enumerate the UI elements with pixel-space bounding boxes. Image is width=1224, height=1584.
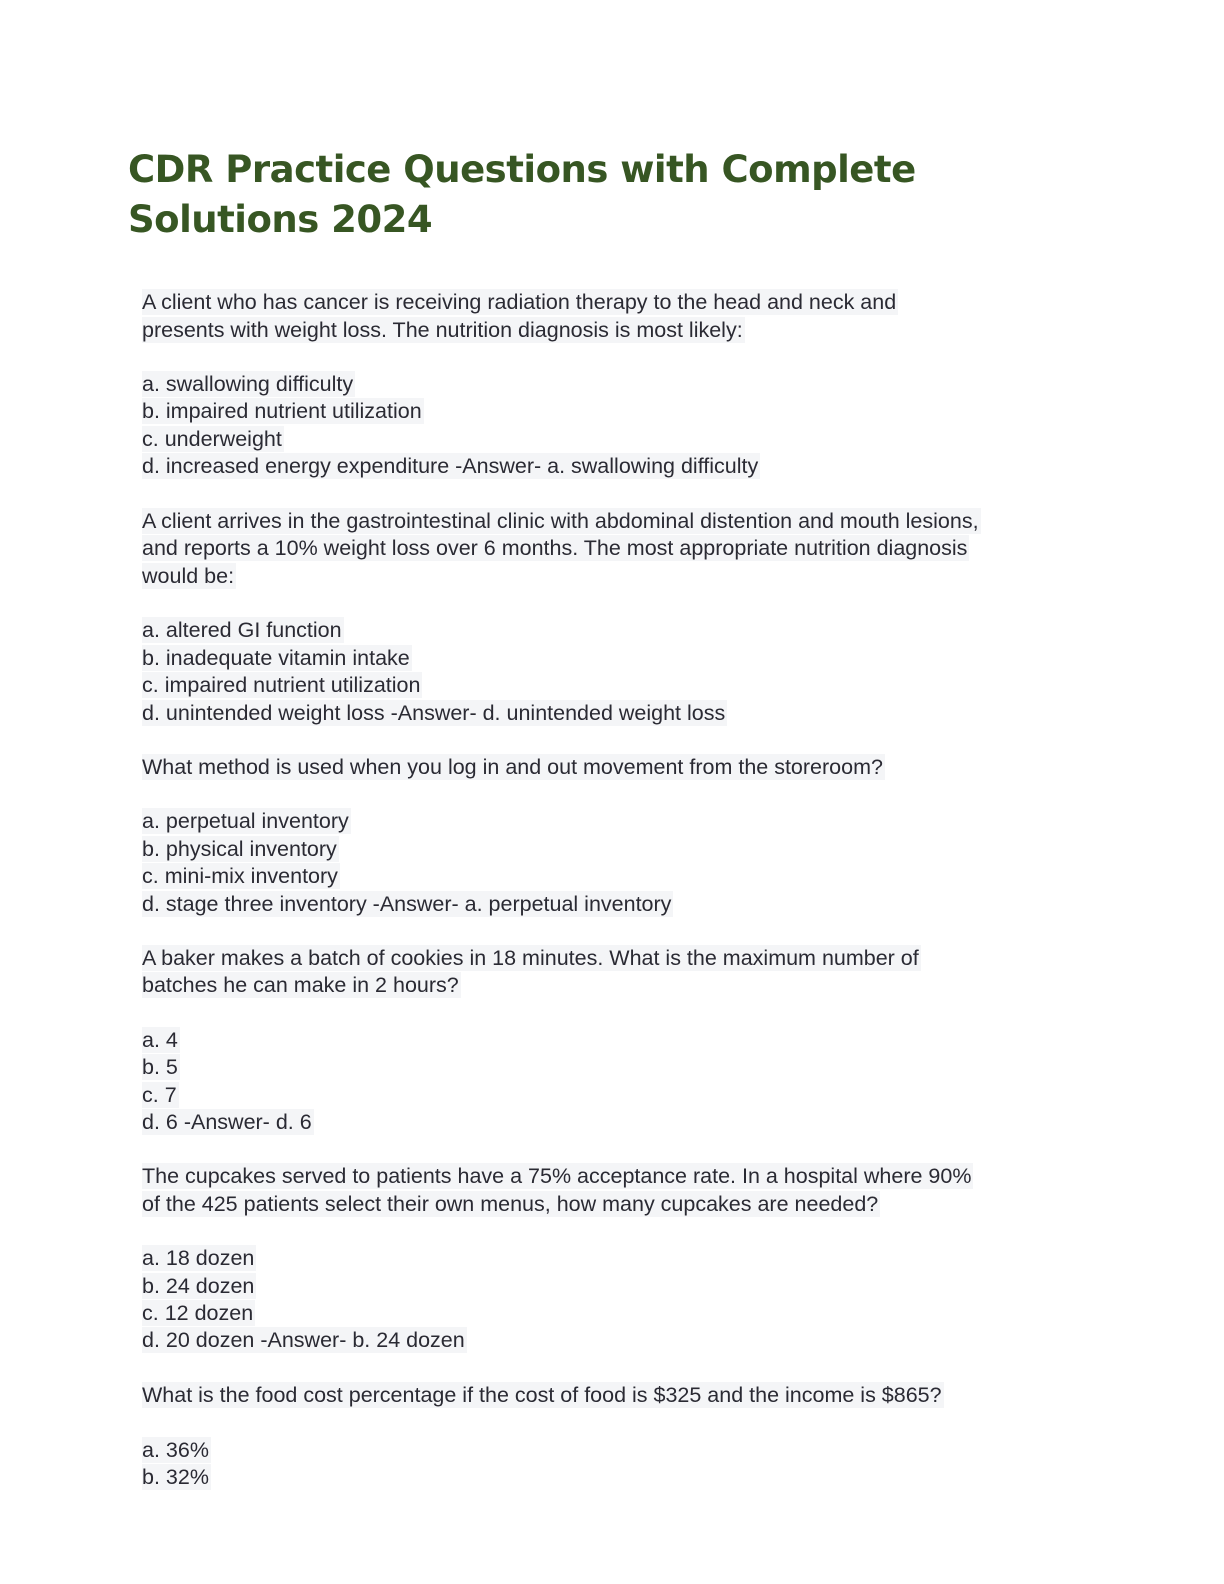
question-1-stem-line-1: A client who has cancer is receiving radiation therapy to the head and neck and (142, 290, 897, 314)
question-4-option-d-answer: d. 6 -Answer- d. 6 (142, 1110, 312, 1134)
document-title: CDR Practice Questions with Complete Solutions 2024 (128, 148, 916, 241)
question-3-option-a: a. perpetual inventory (142, 809, 349, 833)
question-2-stem-line-2: and reports a 10% weight loss over 6 months. The most appropriate nutrition diagnosis (142, 536, 968, 560)
question-3-option-d-answer: d. stage three inventory -Answer- a. perpetual inventory (142, 892, 672, 916)
question-5-option-c: c. 12 dozen (142, 1301, 254, 1325)
question-5-stem-line-2: of the 425 patients select their own menus, how many cupcakes are needed? (142, 1192, 879, 1216)
question-1-option-b: b. impaired nutrient utilization (142, 399, 422, 423)
question-6-option-b: b. 32% (142, 1465, 209, 1489)
question-5-option-d-answer: d. 20 dozen -Answer- b. 24 dozen (142, 1328, 465, 1352)
question-5-stem-line-1: The cupcakes served to patients have a 75% acceptance rate. In a hospital where 90% (142, 1164, 972, 1188)
question-4-stem-line-1: A baker makes a batch of cookies in 18 minutes. What is the maximum number of (142, 946, 919, 970)
question-4-stem-line-2: batches he can make in 2 hours? (142, 973, 459, 997)
question-6-stem-line-1: What is the food cost percentage if the cost of food is $325 and the income is $865? (142, 1383, 942, 1407)
question-2-stem-line-1: A client arrives in the gastrointestinal clinic with abdominal distention and mouth lesions, (142, 509, 979, 533)
question-2-option-a: a. altered GI function (142, 618, 342, 642)
question-3-stem-line-1: What method is used when you log in and out movement from the storeroom? (142, 755, 883, 779)
question-2-option-d-answer: d. unintended weight loss -Answer- d. unintended weight loss (142, 701, 726, 725)
question-4-option-b: b. 5 (142, 1055, 178, 1079)
question-6-option-a: a. 36% (142, 1438, 209, 1462)
question-4-option-c: c. 7 (142, 1083, 177, 1107)
question-2-option-b: b. inadequate vitamin intake (142, 646, 410, 670)
question-3-option-b: b. physical inventory (142, 837, 337, 861)
question-1-option-a: a. swallowing difficulty (142, 372, 354, 396)
question-1-option-d-answer: d. increased energy expenditure -Answer- a. swallowing difficulty (142, 454, 759, 478)
question-3-option-c: c. mini-mix inventory (142, 864, 338, 888)
question-1-stem-line-2: presents with weight loss. The nutrition diagnosis is most likely: (142, 318, 743, 342)
question-4-option-a: a. 4 (142, 1028, 178, 1052)
question-1-option-c: c. underweight (142, 427, 282, 451)
question-2-option-c: c. impaired nutrient utilization (142, 673, 421, 697)
question-5-option-a: a. 18 dozen (142, 1246, 255, 1270)
question-5-option-b: b. 24 dozen (142, 1274, 255, 1298)
question-2-stem-line-3: would be: (142, 564, 235, 588)
